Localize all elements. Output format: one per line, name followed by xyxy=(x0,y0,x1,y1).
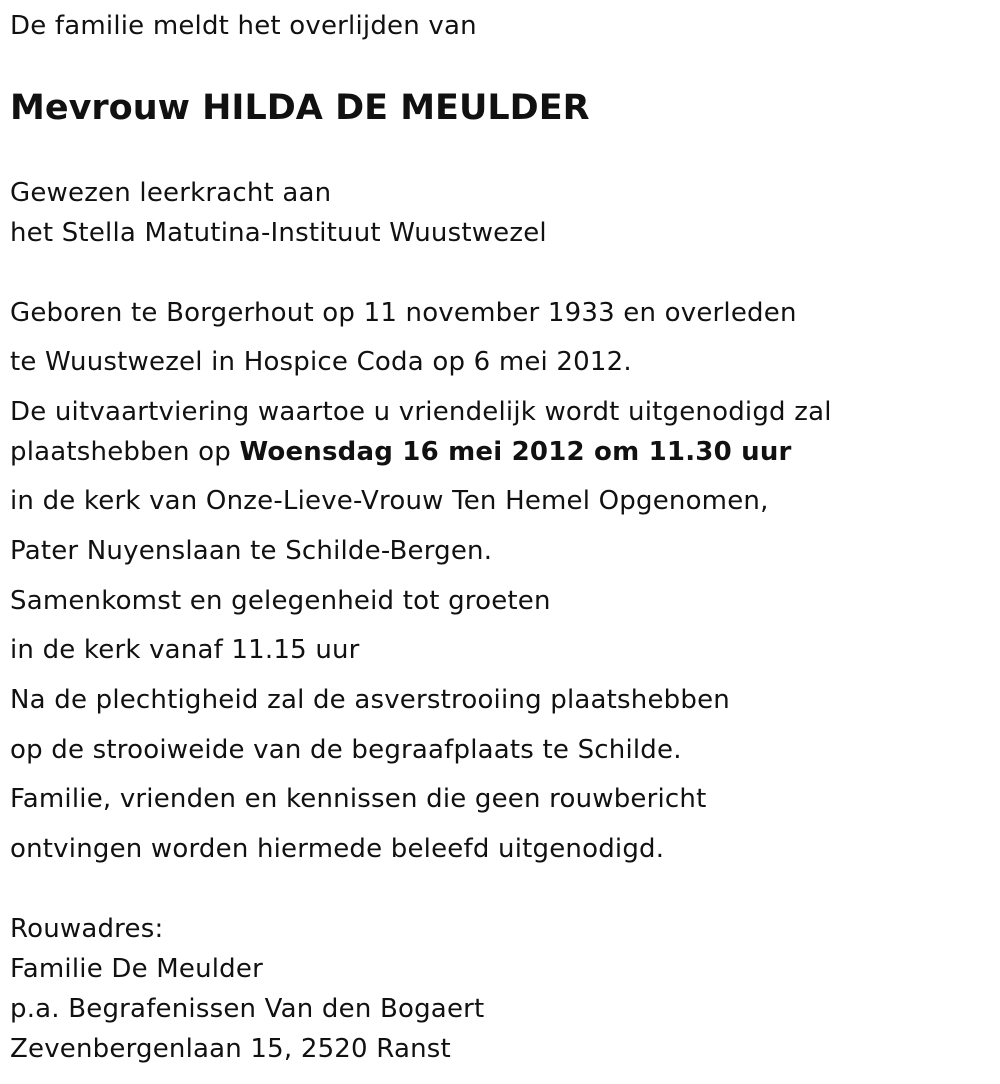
occupation-line-1: Gewezen leerkracht aan xyxy=(10,178,332,208)
funeral-line-2 xyxy=(10,436,792,468)
funeral-line-4: Pater Nuyenslaan te Schilde-Bergen. xyxy=(10,536,493,566)
funeral-line-1: De uitvaartviering waartoe u vriendelijk wordt uitgenodigd zal xyxy=(10,397,832,427)
birth-death-line-1: Geboren te Borgerhout op 11 november 1933 en overleden xyxy=(10,298,797,328)
funeral-line-6: in de kerk vanaf 11.15 uur xyxy=(10,635,360,665)
address-line-1: Familie De Meulder xyxy=(10,954,263,984)
address-line-2: p.a. Begrafenissen Van den Bogaert xyxy=(10,994,485,1024)
funeral-date-time: Woensdag 16 mei 2012 om 11.30 uur xyxy=(239,437,792,467)
occupation-line-2: het Stella Matutina-Instituut Wuustwezel xyxy=(10,218,547,248)
address-line-3: Zevenbergenlaan 15, 2520 Ranst xyxy=(10,1034,451,1064)
funeral-line-8: op de strooiweide van de begraafplaats te Schilde. xyxy=(10,735,682,765)
funeral-line-9: Familie, vrienden en kennissen die geen rouwbericht xyxy=(10,784,707,814)
intro-line: De familie meldt het overlijden van xyxy=(10,11,477,41)
funeral-line-5: Samenkomst en gelegenheid tot groeten xyxy=(10,586,551,616)
birth-death-line-2: te Wuustwezel in Hospice Coda op 6 mei 2012. xyxy=(10,347,632,377)
funeral-line-7: Na de plechtigheid zal de asverstrooiing plaatshebben xyxy=(10,685,730,715)
address-label: Rouwadres: xyxy=(10,914,164,944)
deceased-name: Mevrouw HILDA DE MEULDER xyxy=(10,88,590,128)
funeral-line-10: ontvingen worden hiermede beleefd uitgenodigd. xyxy=(10,834,665,864)
funeral-line-2-prefix: plaatshebben op xyxy=(10,437,240,467)
funeral-line-3: in de kerk van Onze-Lieve-Vrouw Ten Hemel Opgenomen, xyxy=(10,486,769,516)
